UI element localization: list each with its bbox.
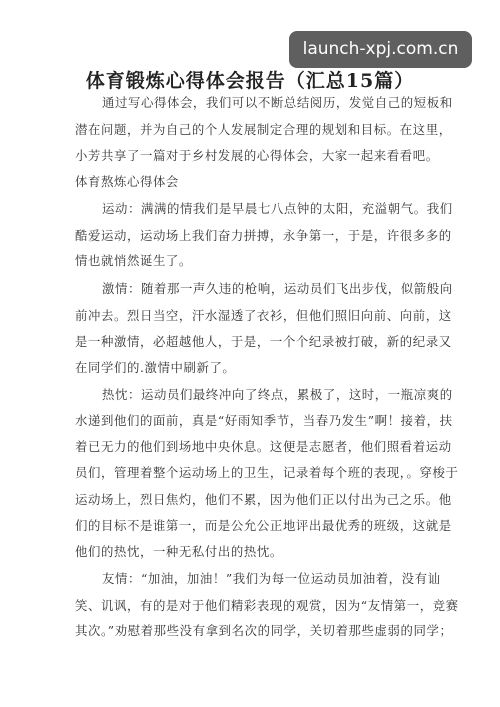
text-line: 前冲去。烈日当空，汗水湿透了衣衫，但他们照旧向前、向前，这	[75, 308, 452, 323]
document-title: 体育锻炼心得体会报告（汇总15篇）	[85, 70, 415, 92]
text-line: 着已无力的他们到场地中央休息。这便是志愿者，他们照看着运动	[75, 439, 452, 454]
text-line: 小芳共享了一篇对于乡村发展的心得体会，大家一起来看看吧。	[75, 148, 439, 163]
text-line: 潜在问题，并为自己的个人发展制定合理的规划和目标。在这里，	[75, 122, 452, 137]
text-line: 在同学们的.激情中刷新了。	[75, 360, 236, 375]
text-line: 运动场上，烈日焦灼，他们不累，因为他们正以付出为己之乐。他	[75, 492, 452, 507]
text-line: 友情：“加油，加油！”我们为每一位运动员加油着，没有讪	[102, 571, 441, 586]
text-line: 他们的热忱，一种无私付出的热忱。	[75, 544, 283, 559]
text-line: 情也就悄然诞生了。	[75, 253, 192, 268]
text-line: 激情：随着那一声久违的枪响，运动员们飞出步伐，似箭般向	[102, 281, 453, 296]
text-line: 其次。”劝慰着那些没有拿到名次的同学，关切着那些虚弱的同学；	[75, 623, 453, 638]
section-heading: 体育熬炼心得体会	[75, 174, 179, 189]
watermark: launch-xpj.com.cn	[289, 31, 472, 68]
text-line: 运动：满满的情我们是早晨七八点钟的太阳，充溢朝气。我们	[102, 201, 453, 216]
text-line: 笑、讥讽，有的是对于他们精彩表现的观赏，因为“友情第一，竞赛	[75, 598, 459, 613]
text-line: 热忱：运动员们最终冲向了终点，累极了，这时，一瓶凉爽的	[102, 387, 453, 402]
text-line: 是一种激情，必超越他人，于是，一个个纪录被打破，新的纪录又	[75, 334, 452, 349]
text-line: 水递到他们的面前，真是“好雨知季节，当春乃发生”啊！接着，扶	[75, 413, 453, 428]
text-line: 酷爱运动，运动场上我们奋力拼搏，永争第一，于是，许很多多的	[75, 228, 452, 243]
text-line: 员们，管理着整个运动场上的卫生，记录着每个班的表现，。穿梭于	[75, 465, 459, 480]
text-line: 们的目标不是谁第一，而是公允公正地评出最优秀的班级，这就是	[75, 518, 452, 533]
text-line: 通过写心得体会，我们可以不断总结阅历，发觉自己的短板和	[102, 95, 453, 110]
